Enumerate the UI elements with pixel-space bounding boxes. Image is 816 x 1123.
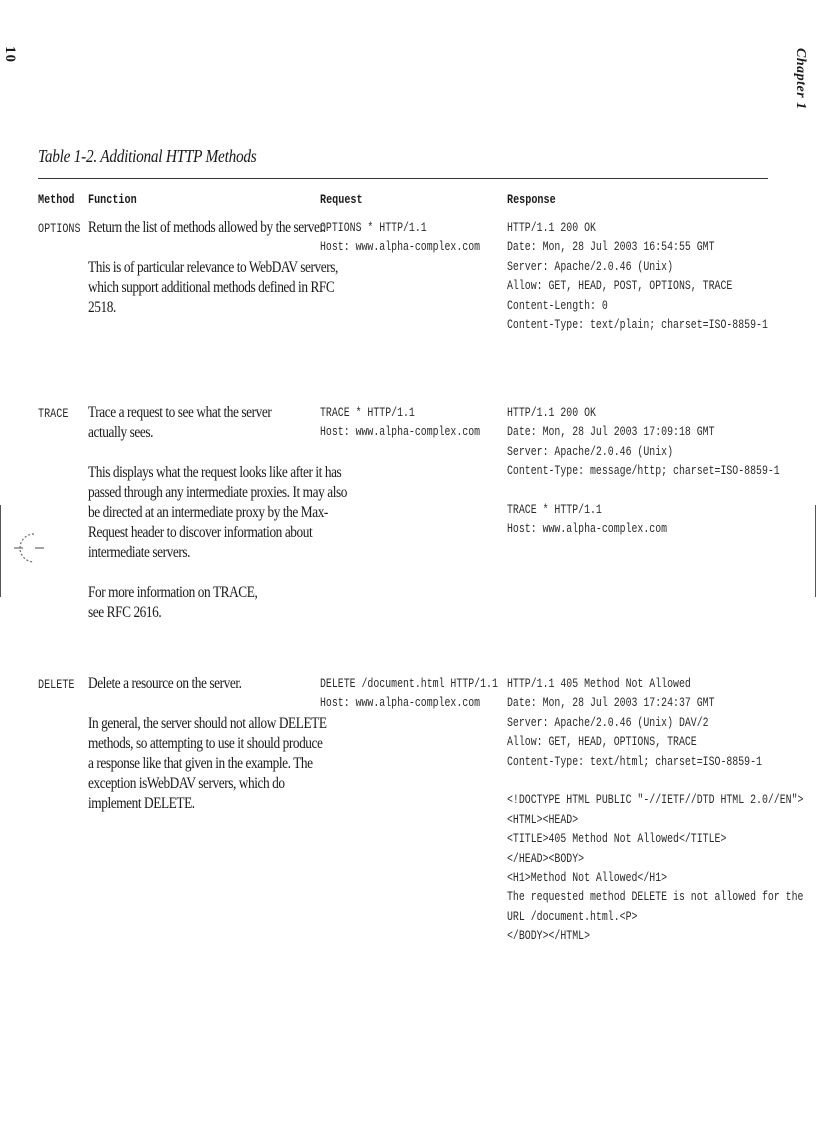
function-cell bbox=[88, 218, 338, 338]
request-line: TRACE * HTTP/1.1 bbox=[320, 405, 415, 420]
response-line: Host: www.alpha-complex.com bbox=[507, 521, 668, 537]
function-summary: Trace a request to see what the server actually sees. bbox=[88, 404, 272, 441]
chapter-label: Chapter 1 bbox=[793, 48, 808, 110]
table-title: Table 1-2. Additional HTTP Methods bbox=[38, 146, 257, 166]
response-line: <TITLE>405 Method Not Allowed</TITLE> bbox=[507, 831, 727, 847]
response-line: Content-Type: text/plain; charset=ISO-8859-1 bbox=[507, 317, 768, 333]
request-line: DELETE /document.html HTTP/1.1 bbox=[320, 676, 498, 691]
response-line: <!DOCTYPE HTML PUBLIC "-//IETF//DTD HTML 2.0//EN"> bbox=[507, 792, 804, 808]
response-line: Content-Type: message/http; charset=ISO-8859-1 bbox=[507, 463, 780, 479]
response-cell bbox=[507, 403, 780, 539]
margin-bar-left bbox=[0, 505, 1, 597]
response-line: Server: Apache/2.0.46 (Unix) bbox=[507, 443, 674, 459]
registration-mark-icon bbox=[14, 528, 44, 568]
response-line: TRACE * HTTP/1.1 bbox=[507, 502, 602, 518]
response-line: Content-Length: 0 bbox=[507, 297, 608, 313]
method-cell: DELETE bbox=[38, 677, 75, 692]
request-line: Host: www.alpha-complex.com bbox=[320, 424, 481, 440]
header-method: Method bbox=[38, 192, 75, 207]
header-request: Request bbox=[320, 192, 363, 207]
response-cell bbox=[507, 218, 768, 334]
page-number: 10 bbox=[2, 46, 18, 63]
request-line: OPTIONS * HTTP/1.1 bbox=[320, 220, 427, 235]
function-summary: Return the list of methods allowed by the server. bbox=[88, 219, 326, 236]
response-line: Date: Mon, 28 Jul 2003 16:54:55 GMT bbox=[507, 239, 715, 255]
request-line: Host: www.alpha-complex.com bbox=[320, 695, 481, 711]
request-cell bbox=[320, 674, 498, 713]
response-line: </BODY></HTML> bbox=[507, 928, 591, 944]
response-line: HTTP/1.1 200 OK bbox=[507, 405, 596, 420]
response-line: Allow: GET, HEAD, POST, OPTIONS, TRACE bbox=[507, 278, 733, 294]
method-cell: TRACE bbox=[38, 406, 69, 421]
request-line: Host: www.alpha-complex.com bbox=[320, 239, 481, 255]
header-function: Function bbox=[88, 192, 137, 207]
function-detail: In general, the server should not allow DELETE methods, so attempting to use it should produce a response like that given in the example. The exception isWebDAV servers, which do implement DELETE. bbox=[88, 715, 327, 812]
blank-line bbox=[507, 771, 803, 790]
response-line: The requested method DELETE is not allowed for the bbox=[507, 889, 804, 905]
response-line: Content-Type: text/html; charset=ISO-8859-1 bbox=[507, 753, 762, 769]
response-line: </HEAD><BODY> bbox=[507, 850, 585, 866]
blank-line bbox=[507, 481, 780, 500]
response-line: HTTP/1.1 405 Method Not Allowed bbox=[507, 676, 691, 691]
response-cell bbox=[507, 674, 803, 946]
response-line: Date: Mon, 28 Jul 2003 17:24:37 GMT bbox=[507, 695, 715, 711]
response-line: HTTP/1.1 200 OK bbox=[507, 220, 596, 235]
response-line: <H1>Method Not Allowed</H1> bbox=[507, 870, 668, 886]
response-line: URL /document.html.<P> bbox=[507, 908, 638, 924]
function-reference: For more information on TRACE, see RFC 2616. bbox=[88, 584, 258, 621]
function-detail: This is of particular relevance to WebDAV servers, which support additional methods defined in RFC 2518. bbox=[88, 259, 338, 316]
function-detail: This displays what the request looks like after it has passed through any intermediate proxies. It may also be directed at an intermediate proxy by the Max-Request header to discover information about intermediate servers. bbox=[88, 464, 347, 561]
function-summary: Delete a resource on the server. bbox=[88, 675, 242, 692]
table-top-rule bbox=[38, 178, 768, 179]
request-cell bbox=[320, 218, 480, 257]
response-line: Allow: GET, HEAD, OPTIONS, TRACE bbox=[507, 734, 697, 750]
response-line: Server: Apache/2.0.46 (Unix) DAV/2 bbox=[507, 714, 709, 730]
request-cell bbox=[320, 403, 480, 442]
function-cell bbox=[88, 674, 327, 834]
response-line: <HTML><HEAD> bbox=[507, 811, 579, 827]
response-line: Date: Mon, 28 Jul 2003 17:09:18 GMT bbox=[507, 424, 715, 440]
header-response: Response bbox=[507, 192, 556, 207]
response-line: Server: Apache/2.0.46 (Unix) bbox=[507, 258, 674, 274]
function-cell bbox=[88, 403, 347, 643]
method-cell: OPTIONS bbox=[38, 221, 81, 236]
